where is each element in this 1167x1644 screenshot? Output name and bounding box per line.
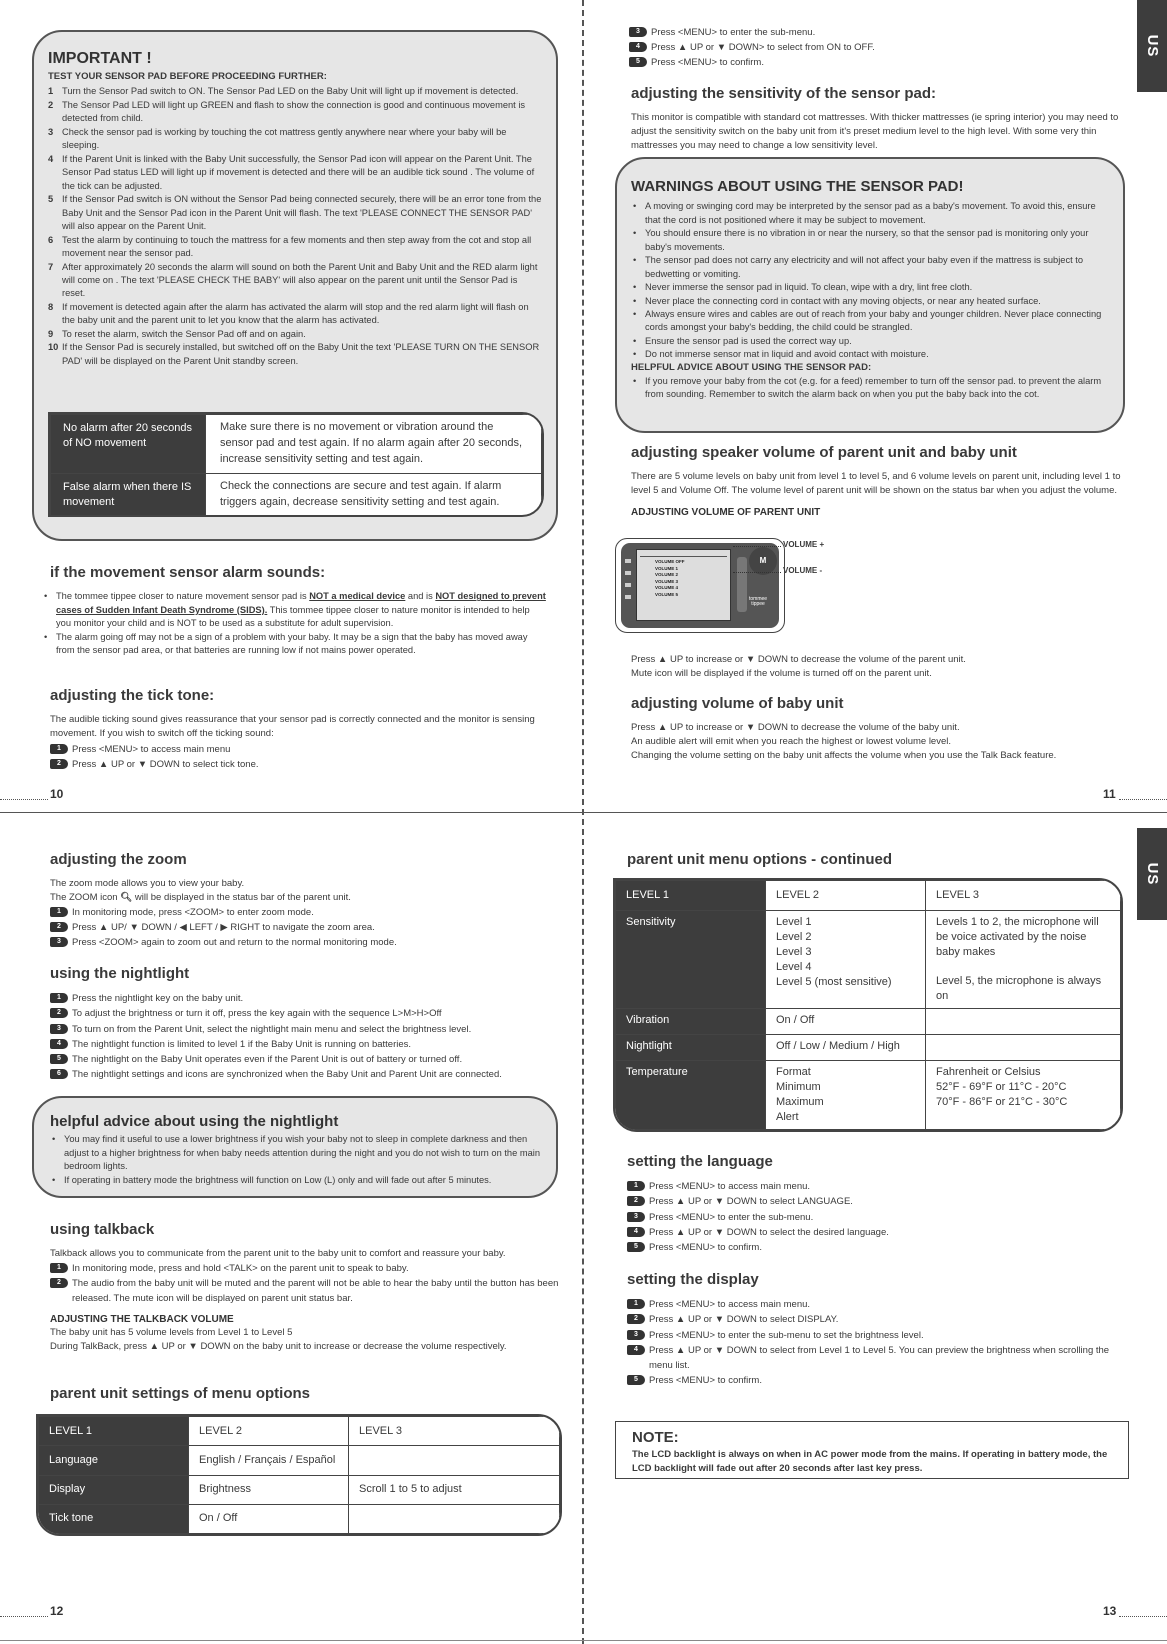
warning-item: • Never place the connecting cord in contact with any moving objects, or near any heated surface.	[631, 295, 1109, 308]
alarm-title: if the movement sensor alarm sounds:	[50, 564, 326, 581]
zoom-step	[50, 935, 560, 950]
language-step	[627, 1179, 1117, 1194]
item-text: To reset the alarm, switch the Sensor Pad off and on again.	[62, 328, 306, 339]
menu-cell	[926, 1061, 1121, 1130]
menu-cell: Vibration	[616, 1008, 766, 1034]
volume-plus-leader	[733, 546, 781, 547]
important-item	[48, 328, 542, 341]
menu-cell: Tick tone	[39, 1504, 189, 1533]
menu-continued-section	[627, 850, 1117, 877]
talkback-step	[50, 1261, 560, 1276]
warnings-title: WARNINGS ABOUT USING THE SENSOR PAD!	[631, 178, 964, 195]
baby-volume-section	[631, 694, 1131, 763]
talkback-section	[50, 1220, 560, 1354]
menu-cell: Language	[39, 1446, 189, 1475]
step-text: The nightlight function is limited to level 1 if the Baby Unit is running on batteries.	[72, 1038, 412, 1050]
language-step	[627, 1194, 1117, 1209]
volume-plus-label: VOLUME +	[783, 540, 825, 549]
language-step	[627, 1225, 1117, 1240]
step-number-badge: 1	[627, 1181, 645, 1191]
screen-menu-item: VOLUME OFF	[655, 559, 685, 564]
screen-menu-item: VOLUME 4	[655, 585, 679, 591]
sensitivity-section	[631, 84, 1121, 153]
menu-header-cell: LEVEL 1	[616, 881, 766, 911]
tick-step-3: 3 Press <MENU> to enter the sub-menu.	[629, 25, 875, 40]
volume-minus-label: VOLUME -	[783, 566, 823, 575]
important-item	[48, 234, 542, 261]
step-text: Press <ZOOM> again to zoom out and return to the normal monitoring mode.	[72, 937, 397, 949]
tick-step-5: 5 Press <MENU> to confirm.	[629, 55, 875, 70]
talkback-steps	[50, 1261, 560, 1307]
note-title: NOTE:	[632, 1429, 679, 1446]
warning-item: • Never immerse the sensor pad in liquid. To clean, wipe with a dry, lint free cloth.	[631, 281, 1109, 294]
step-number-badge: 4	[627, 1345, 645, 1355]
zoom-title: adjusting the zoom	[50, 851, 187, 868]
menu-cell: Sensitivity	[616, 911, 766, 1009]
important-subtitle: TEST YOUR SENSOR PAD BEFORE PROCEEDING FURTHER:	[48, 70, 327, 82]
step-text: Press <MENU> to access main menu.	[649, 1181, 811, 1193]
menu-header-cell: LEVEL 1	[39, 1417, 189, 1446]
step-text: Press <MENU> to confirm.	[649, 1242, 762, 1253]
item-number: 10	[48, 342, 59, 353]
menu-cell	[349, 1446, 560, 1475]
item-text: Test the alarm by continuing to touch the mattress for a few moments and then step away from the cot and stop all movement near the sensor pad.	[62, 234, 532, 259]
screen-menu-item: VOLUME 3	[655, 578, 679, 584]
zoom-step	[50, 920, 560, 935]
page-number: 11	[1103, 787, 1116, 801]
nightlight-steps	[50, 991, 560, 1082]
zoom-body-1: The zoom mode allows you to view your baby.	[50, 878, 245, 890]
talkback-volume-body-1: The baby unit has 5 volume levels from Level 1 to Level 5	[50, 1327, 293, 1339]
menu-header-cell: LEVEL 3	[926, 881, 1121, 911]
helpful-item: • If you remove your baby from the cot (e.g. for a feed) remember to turn off the sensor pad. to prevent the alarm from sounding. Remember to switch the alarm back on when you put the baby back into the cot.	[631, 375, 1109, 402]
step-number-badge: 4	[627, 1227, 645, 1237]
screen-menu-item: VOLUME 1	[655, 565, 679, 571]
alarm-bullet-2: • The alarm going off may not be a sign of a problem with your baby. It may be a sign that the baby has moved away from the sensor pad area, or that batteries are running low if not mains power operated.	[42, 631, 546, 658]
warning-item: • A moving or swinging cord may be interpreted by the sensor pad as a baby's movement. To avoid this, ensure that the cord is not positioned where it may be subject to movement.	[631, 200, 1109, 227]
language-section	[627, 1152, 1117, 1255]
item-number: 2	[48, 99, 54, 110]
talkback-volume-body-2: During TalkBack, press ▲ UP or ▼ DOWN on the baby unit to increase or decrease the volume respectively.	[50, 1340, 507, 1352]
item-text: Check the sensor pad is working by touching the cot mattress gently anywhere near where your baby will be sleeping.	[62, 126, 507, 151]
menu-option: 52°F - 69°F or 11°C - 20°C	[936, 1081, 1067, 1094]
baby-volume-body-3: Changing the volume setting on the baby unit affects the volume when you use the Talk Back feature.	[631, 749, 1057, 761]
parent-unit-screen	[636, 549, 731, 621]
item-text: Turn the Sensor Pad switch to ON. The Sensor Pad LED on the Baby Unit will light up if movement is detected.	[62, 86, 519, 97]
step-number-badge: 2	[50, 1008, 68, 1018]
menu-option: Fahrenheit or Celsius	[936, 1066, 1041, 1079]
display-title: setting the display	[627, 1271, 759, 1288]
menu-option: Format	[776, 1066, 811, 1079]
nightlight-section	[50, 964, 560, 1082]
item-number: 5	[48, 194, 54, 205]
step-text: Press <MENU> to access main menu.	[649, 1299, 811, 1311]
item-number: 6	[48, 234, 54, 245]
display-step	[627, 1343, 1117, 1373]
talkback-step	[50, 1276, 560, 1306]
display-step	[627, 1373, 1117, 1388]
volume-minus-leader	[733, 572, 781, 573]
important-item	[48, 126, 542, 153]
menu-option: Maximum	[776, 1095, 824, 1108]
page-number-leader	[1119, 1616, 1167, 1617]
menu-option: 70°F - 86°F or 21°C - 30°C	[936, 1095, 1068, 1108]
parent-volume-body-1: Press ▲ UP to increase or ▼ DOWN to decrease the volume of the parent unit.	[631, 654, 966, 665]
helpful-title: HELPFUL ADVICE ABOUT USING THE SENSOR PAD:	[631, 361, 872, 373]
speaker-section	[631, 443, 1121, 522]
alarm-section	[50, 563, 546, 658]
menu-cell: English / Français / Español	[189, 1446, 349, 1475]
talkback-body: Talkback allows you to communicate from the parent unit to the baby unit to comfort and reassure your baby.	[50, 1248, 506, 1260]
nightlight-step	[50, 1006, 560, 1021]
menu-cell: Temperature	[616, 1061, 766, 1130]
nightlight-step	[50, 991, 560, 1006]
item-number: 4	[48, 153, 54, 164]
menu-option: Alert	[776, 1110, 799, 1123]
item-number: 7	[48, 261, 54, 272]
step-text: Press ▲ UP or ▼ DOWN to select DISPLAY.	[649, 1314, 839, 1326]
step-number-badge: 4	[50, 1039, 68, 1049]
screen-menu-item: VOLUME 5	[655, 591, 679, 597]
tick-step-4: 4 Press ▲ UP or ▼ DOWN> to select from ON to OFF.	[629, 40, 875, 55]
step-text: In monitoring mode, press <ZOOM> to enter zoom mode.	[72, 906, 314, 918]
speaker-title: adjusting speaker volume of parent unit and baby unit	[631, 444, 1017, 461]
menu-cell	[766, 1035, 926, 1061]
parent-volume-body-2: Mute icon will be displayed if the volume is turned off on the parent unit.	[631, 667, 932, 679]
menu-option: Level 2	[776, 931, 812, 943]
menu-cell	[766, 911, 926, 1009]
menu-options-section	[50, 1384, 560, 1411]
nightlight-step	[50, 1052, 560, 1067]
parent-unit-illustration	[615, 538, 785, 633]
troubleshoot-table	[48, 412, 544, 517]
language-step	[627, 1240, 1117, 1255]
item-text: If movement is detected again after the alarm has activated the alarm will stop and the red alarm light will flash on the baby unit and the parent unit to let you know that the alarm has activated.	[62, 301, 529, 326]
step-text: Press ▲ UP/ ▼ DOWN / ◀ LEFT / ▶ RIGHT to navigate the zoom area.	[72, 921, 375, 933]
nightlight-advice-box	[32, 1096, 558, 1198]
note-box	[615, 1421, 1129, 1479]
solution-no-alarm: Make sure there is no movement or vibration around the sensor pad and test again. If no alarm again after 20 seconds, increase sensitivity setting and test again.	[220, 421, 523, 465]
page-number: 13	[1103, 1604, 1117, 1618]
menu-cell	[766, 1061, 926, 1130]
tick-body: The audible ticking sound gives reassurance that your sensor pad is correctly connected and the monitor is sensing movement. If you wish to switch off the ticking sound:	[50, 714, 535, 740]
menu-continued-title: parent unit menu options - continued	[627, 851, 892, 868]
item-number: 9	[48, 328, 54, 339]
menu-options-table	[36, 1414, 562, 1536]
tick-step-2: 2 Press ▲ UP or ▼ DOWN to select tick tone.	[50, 757, 550, 772]
parent-unit-dpad: M	[749, 547, 777, 575]
step-text: Press ▲ UP or ▼ DOWN to select from Level 1 to Level 5. You can preview the brightness when scrolling the menu list.	[649, 1344, 1110, 1371]
page-number: 12	[50, 1604, 64, 1618]
page-divider	[0, 812, 1167, 813]
important-item	[48, 261, 542, 301]
nightlight-advice-item: • You may find it useful to use a lower brightness if you wish your baby not to sleep in complete darkness and then adjust to a higher brightness for when baby needs attention during the night and you do not wish to turn on the main bedroom lights.	[50, 1133, 540, 1173]
tick-title: adjusting the tick tone:	[50, 687, 215, 704]
menu-cell	[349, 1504, 560, 1533]
step-text: Press the nightlight key on the baby unit.	[72, 993, 244, 1005]
important-item	[48, 301, 542, 328]
baby-volume-body-1: Press ▲ UP to increase or ▼ DOWN to decrease the volume of the baby unit.	[631, 722, 960, 734]
menu-header-cell: LEVEL 2	[766, 881, 926, 911]
step-text: The nightlight settings and icons are synchronized when the Baby Unit and Parent Unit are connected.	[72, 1069, 502, 1081]
speaker-body: There are 5 volume levels on baby unit from level 1 to level 5, and 6 volume levels on parent unit, including level 1 to level 5 and Volume Off. The volume level of parent unit will be shown on the status bar when you adjust the volume.	[631, 471, 1121, 497]
item-number: 1	[48, 86, 54, 97]
menu-continued-table	[613, 878, 1123, 1132]
page-number: 10	[50, 787, 64, 801]
zoom-step	[50, 905, 560, 920]
step-number-badge: 2	[50, 922, 68, 932]
page-number-leader	[1119, 799, 1167, 800]
menu-options-title: parent unit settings of menu options	[50, 1385, 310, 1402]
sensitivity-body: This monitor is compatible with standard cot mattresses. With thicker mattresses (ie spring interior) you may need to adjust the sensitivity switch on the baby unit from it's preset medium level to the high level. With some very thin mattresses you may need to change a low sensitivity level.	[631, 112, 1119, 151]
warning-item: • Always ensure wires and cables are out of reach from your baby and younger children. Never place connecting cords amongst your baby's bedding, the child could be strangled.	[631, 308, 1109, 335]
talkback-volume-subtitle: ADJUSTING THE TALKBACK VOLUME	[50, 1313, 234, 1325]
step-text: Press ▲ UP or ▼ DOWN to select the desired language.	[649, 1226, 889, 1238]
solution-false-alarm: Check the connections are secure and test again. If alarm triggers again, decrease sensitivity setting and test again.	[220, 479, 502, 508]
step-text: Press <MENU> to enter the sub-menu.	[649, 1211, 814, 1223]
nightlight-title: using the nightlight	[50, 965, 190, 982]
step-number-badge: 3	[627, 1330, 645, 1340]
step-number-badge: 2	[627, 1196, 645, 1206]
alarm-bullet-1: • The tommee tippee closer to nature movement sensor pad is NOT a medical device and is NOT designed to prevent cases of Sudden Infant Death Syndrome (SIDS). This tommee tippee closer to nature monitor is intended to help you monitor your child and is NOT to be used as a substitute for adult supervision.	[42, 590, 546, 630]
menu-option: Level 5, the microphone is always on	[936, 974, 1102, 1002]
zoom-body-2: The ZOOM icon 🔍︎ will be displayed in the status bar of the parent unit.	[50, 892, 351, 904]
page-number-leader	[0, 799, 48, 800]
step-number-badge: 6	[50, 1069, 68, 1079]
step-text: Press ▲ UP or ▼ DOWN to select LANGUAGE.	[649, 1196, 853, 1208]
parent-volume-subtitle: ADJUSTING VOLUME OF PARENT UNIT	[631, 506, 821, 518]
step-number-badge: 5	[627, 1375, 645, 1385]
warning-item: • The sensor pad does not carry any electricity and will not affect your baby even if the mattress is subject to bedwetting or vomiting.	[631, 254, 1109, 281]
menu-option: Minimum	[776, 1081, 821, 1094]
tick-step-1: 1 Press <MENU> to access main menu	[50, 742, 550, 757]
language-steps	[627, 1179, 1117, 1255]
step-number-badge: 2	[627, 1314, 645, 1324]
menu-option: On / Off	[776, 1013, 815, 1026]
important-item	[48, 153, 542, 193]
important-item	[48, 99, 542, 126]
important-item	[48, 341, 542, 368]
menu-cell: On / Off	[189, 1504, 349, 1533]
step-number-badge: 1	[50, 1263, 68, 1273]
important-list	[48, 85, 542, 368]
item-number: 8	[48, 301, 54, 312]
step-text: To adjust the brightness or turn it off, press the key again with the sequence L>M>H>Off	[72, 1008, 442, 1020]
tick-steps	[50, 742, 550, 772]
menu-header-cell: LEVEL 2	[189, 1417, 349, 1446]
step-number-badge: 5	[627, 1242, 645, 1252]
warning-item: • Do not immerse sensor mat in liquid and avoid contact with moisture.	[631, 348, 1109, 361]
display-section	[627, 1270, 1117, 1388]
menu-option: Level 1	[776, 916, 812, 929]
step-text: The audio from the baby unit will be muted and the parent will not be able to hear the baby until the button has been released. The mute icon will be displayed on parent unit status bar.	[72, 1278, 559, 1305]
warning-item: • You should ensure there is no vibration in or near the nursery, so that the sensor pad is monitoring only your baby's movements.	[631, 227, 1109, 254]
display-step	[627, 1328, 1117, 1343]
step-text: The nightlight on the Baby Unit operates even if the Parent Unit is out of battery or turned off.	[72, 1054, 463, 1065]
page-number-leader	[0, 1616, 48, 1617]
step-text: In monitoring mode, press and hold <TALK> on the parent unit to speak to baby.	[72, 1263, 409, 1275]
language-step	[627, 1210, 1117, 1225]
menu-cell	[766, 1008, 926, 1034]
display-step	[627, 1297, 1117, 1312]
step-number-badge: 3	[627, 1212, 645, 1222]
step-number-badge: 1	[50, 907, 68, 917]
step-number-badge: 1	[50, 993, 68, 1003]
menu-cell: Brightness	[189, 1475, 349, 1504]
item-text: After approximately 20 seconds the alarm will sound on both the Parent Unit and Baby Unit and the RED alarm light will come on . The text 'PLEASE CHECK THE BABY' will also appear on the parent unit until the Sensor Pad is reset.	[62, 261, 538, 299]
zoom-section	[50, 850, 560, 950]
step-number-badge: 3	[50, 937, 68, 947]
item-text: The Sensor Pad LED will light up GREEN and flash to show the connection is good and continuous movement is detected from child.	[62, 99, 526, 124]
menu-option: Off / Low / Medium / High	[776, 1040, 900, 1053]
menu-option: Level 4	[776, 960, 812, 973]
important-item	[48, 85, 542, 98]
menu-option: Levels 1 to 2, the microphone will be voice activated by the noise baby makes	[936, 916, 1099, 958]
problem-false-alarm: False alarm when there IS movement	[63, 480, 192, 508]
problem-no-alarm: No alarm after 20 seconds of NO movement	[63, 422, 193, 449]
menu-option: Level 5 (most sensitive)	[776, 975, 892, 988]
nightlight-advice-list	[50, 1133, 540, 1187]
page-11	[583, 0, 1167, 810]
nightlight-step	[50, 1067, 560, 1082]
parent-volume-section	[631, 653, 1121, 681]
nightlight-advice-item: • If operating in battery mode the brightness will function on Low (L) only and will fade out after 5 minutes.	[50, 1174, 540, 1187]
region-tab: US	[1137, 0, 1167, 92]
page-12	[0, 818, 583, 1644]
screen-menu-item: VOLUME 2	[655, 572, 679, 578]
zoom-steps	[50, 905, 560, 951]
step-text: Press <MENU> to enter the sub-menu to set the brightness level.	[649, 1329, 924, 1341]
warnings-list	[631, 200, 1109, 362]
item-text: If the Parent Unit is linked with the Baby Unit successfully, the Sensor Pad icon will appear on the Parent Unit. The Sensor Pad status LED will light up if movement is detected and there will be an audible tick sound . The volume of the tick can be adjusted.	[62, 153, 535, 191]
alarm-list	[42, 590, 546, 657]
nightlight-advice-title: helpful advice about using the nightlight	[50, 1113, 339, 1130]
step-text: To turn on from the Parent Unit, select the nightlight main menu and select the brightness level.	[72, 1023, 472, 1035]
tick-steps-continued	[629, 25, 875, 71]
menu-cell	[926, 1035, 1121, 1061]
menu-cell: Scroll 1 to 5 to adjust	[349, 1475, 560, 1504]
display-steps	[627, 1297, 1117, 1388]
item-number: 3	[48, 126, 54, 137]
sensitivity-title: adjusting the sensitivity of the sensor pad:	[631, 85, 937, 102]
menu-cell	[926, 911, 1121, 1009]
item-text: If the Sensor Pad switch is ON without the Sensor Pad being connected securely, there will be an error tone from the Baby Unit and the Sensor Pad icon in the Parent Unit will flash. The text 'PLEASE CONNECT THE SENSOR PAD' will also appear on the Parent Unit.	[62, 194, 542, 232]
step-number-badge: 3	[50, 1024, 68, 1034]
baby-volume-body-2: An audible alert will emit when you reach the highest or lowest volume level.	[631, 736, 951, 748]
warnings-box	[615, 157, 1125, 433]
menu-cell: Display	[39, 1475, 189, 1504]
page-13	[583, 818, 1167, 1644]
region-tab: US	[1137, 828, 1167, 920]
warning-item: • Ensure the sensor pad is used the correct way up.	[631, 335, 1109, 348]
menu-option: Level 3	[776, 945, 812, 958]
menu-cell: Nightlight	[616, 1035, 766, 1061]
step-number-badge: 5	[50, 1054, 68, 1064]
helpful-list	[631, 375, 1109, 402]
item-text: If the Sensor Pad is securely installed, but switched off on the Baby Unit the text 'PLEASE TURN ON THE SENSOR PAD' will be displayed on the Parent Unit standby screen.	[62, 342, 540, 366]
menu-cell	[926, 1008, 1121, 1034]
important-title: IMPORTANT !	[48, 50, 152, 67]
baby-volume-title: adjusting volume of baby unit	[631, 695, 844, 712]
important-item	[48, 193, 542, 233]
zoom-icon: 🔍︎	[120, 892, 133, 904]
language-title: setting the language	[627, 1153, 773, 1170]
step-number-badge: 1	[627, 1299, 645, 1309]
page-10	[0, 0, 583, 810]
nightlight-step	[50, 1037, 560, 1052]
talkback-title: using talkback	[50, 1221, 155, 1238]
parent-unit-logo: tommee tippee	[749, 596, 768, 607]
menu-header-cell: LEVEL 3	[349, 1417, 560, 1446]
note-body: The LCD backlight is always on when in AC power mode from the mains. If operating in battery mode, the LCD backlight will fade out after 20 seconds after last key press.	[632, 1449, 1108, 1474]
step-text: Press <MENU> to confirm.	[649, 1375, 762, 1387]
step-number-badge: 2	[50, 1278, 68, 1288]
display-step	[627, 1312, 1117, 1327]
nightlight-step	[50, 1022, 560, 1037]
tick-section	[50, 686, 550, 772]
